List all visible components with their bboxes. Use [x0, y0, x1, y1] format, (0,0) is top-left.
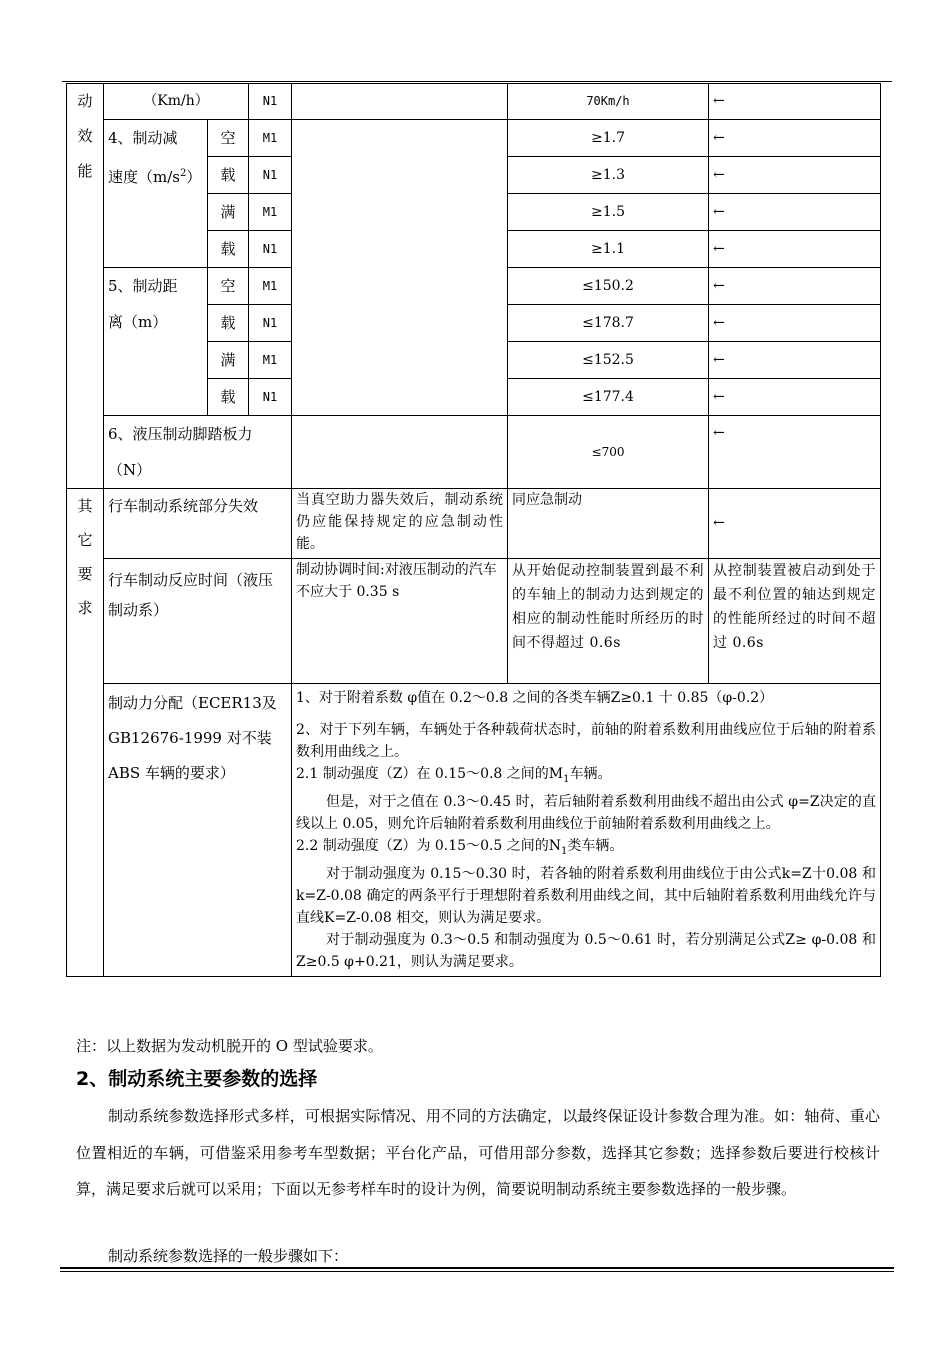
decel-value: ≥1.7: [508, 120, 709, 157]
load-full: 满: [208, 342, 249, 379]
ref-arrow: ←: [709, 379, 881, 416]
table-row: [67, 489, 881, 559]
distribution-text: [292, 684, 881, 977]
pedal-value: ≤700: [508, 416, 709, 489]
section-title: 2、制动系统主要参数的选择: [76, 1068, 318, 1090]
load-empty: 空: [208, 268, 249, 305]
distance-value: ≤178.7: [508, 305, 709, 342]
partial-fail-label: 行车制动系统部分失效: [104, 489, 292, 559]
load-full-2: 载: [208, 231, 249, 268]
partial-fail-desc: 当真空助力器失效后，制动系统仍应能保持规定的应急制动性能。: [292, 489, 508, 559]
pedal-label: 6、液压制动脚踏板力 （N）: [104, 416, 292, 489]
vehicle-type: M1: [249, 342, 292, 379]
distance-label: 5、制动距 离（m）: [104, 268, 208, 416]
vehicle-type: M1: [249, 120, 292, 157]
table-row: [67, 416, 881, 489]
empty-cell: [292, 416, 508, 489]
ref-arrow: ←: [709, 489, 881, 559]
distribution-p6: 对于制动强度为 0.15～0.30 时，若各轴的附着系数利用曲线位于由公式k=Z十0.08 和k=Z-0.08 确定的两条平行于理想附着系数利用曲线之间，其中后轴附着系数利用曲线允许与直线K=Z-0.08 相交，则认为满足要求。: [296, 865, 876, 926]
table-row: [67, 684, 881, 977]
distribution-label: 制动力分配（ECER13及 GB12676-1999 对不装 ABS 车辆的要求）: [104, 684, 292, 977]
distribution-p1: 1、对于附着系数 φ值在 0.2～0.8 之间的各类车辆Z≥0.1 十 0.85（φ-0.2）: [296, 690, 774, 706]
vehicle-type: N1: [249, 379, 292, 416]
table-row: [67, 84, 881, 120]
table-row: [67, 120, 881, 157]
ref-arrow: ←: [709, 157, 881, 194]
decel-value: ≥1.1: [508, 231, 709, 268]
distance-value: ≤152.5: [508, 342, 709, 379]
vehicle-type: M1: [249, 194, 292, 231]
reaction-requirement: 从开始促动控制装置到最不利的车轴上的制动力达到规定的相应的制动性能时所经历的时间不得超过 0.6s: [508, 559, 709, 684]
distance-value: ≤177.4: [508, 379, 709, 416]
vehicle-type: M1: [249, 268, 292, 305]
load-empty: 空: [208, 120, 249, 157]
vehicle-type: N1: [249, 84, 292, 120]
load-empty-2: 载: [208, 305, 249, 342]
ref-arrow: ←: [709, 194, 881, 231]
speed-unit: （Km/h）: [104, 84, 249, 120]
steps-intro: 制动系统参数选择的一般步骤如下：: [108, 1247, 349, 1265]
category-performance: 动 效 能: [67, 84, 104, 489]
load-full: 满: [208, 194, 249, 231]
decel-label: 4、制动减 速度$(m/s^2)$: [104, 120, 208, 268]
bottom-rule: [60, 1267, 894, 1269]
vehicle-type: N1: [249, 157, 292, 194]
brake-spec-table: [66, 83, 881, 977]
empty-cell: [292, 120, 508, 416]
load-full-2: 载: [208, 379, 249, 416]
table-row: [67, 559, 881, 684]
ref-arrow: ←: [709, 120, 881, 157]
table-note: 注：以上数据为发动机脱开的 O 型试验要求。: [76, 1037, 383, 1055]
ref-arrow: ←: [709, 268, 881, 305]
empty-cell: [292, 84, 508, 120]
reaction-desc: 制动协调时间:对液压制动的汽车不应大于 0.35 s: [292, 559, 508, 684]
decel-value: ≥1.3: [508, 157, 709, 194]
speed-value: 70Km/h: [508, 84, 709, 120]
bottom-rule-thin: [60, 1271, 894, 1272]
reaction-label: 行车制动反应时间（液压制动系）: [104, 559, 292, 684]
distribution-p7: 对于制动强度为 0.3～0.5 和制动强度为 0.5～0.61 时，若分别满足公式Z≥ φ-0.08 和Z≥0.5 φ+0.21，则认为满足要求。: [296, 931, 876, 970]
distribution-p2: 2、对于下列车辆，车辆处于各种载荷状态时，前轴的附着系数利用曲线应位于后轴的附着系数利用曲线之上。: [296, 722, 876, 760]
load-empty-2: 载: [208, 157, 249, 194]
vehicle-type: N1: [249, 231, 292, 268]
ref-arrow: ←: [709, 84, 881, 120]
distribution-p5: 2.2 制动强度（Z）为 0.15～0.5 之间的$N_1$类车辆。: [296, 837, 624, 857]
distribution-p4: 但是，对于之值在 0.3～0.45 时，若后轴附着系数利用曲线不超出由公式 φ=Z决定的直线以上 0.05，则允许后轴附着系数利用曲线位于前轴附着系数利用曲线之上。: [296, 793, 876, 832]
decel-value: ≥1.5: [508, 194, 709, 231]
category-other: 其 它 要 求: [67, 489, 104, 977]
ref-arrow: ←: [709, 231, 881, 268]
distribution-p3: 2.1 制动强度（Z）在 0.15～0.8 之间的$M_1$车辆。: [296, 766, 612, 785]
ref-arrow: ←: [709, 342, 881, 379]
distance-value: ≤150.2: [508, 268, 709, 305]
ref-arrow: ←: [709, 305, 881, 342]
reaction-reference: 从控制装置被启动到处于最不利位置的轴达到规定的性能所经过的时间不超过 0.6s: [709, 559, 881, 684]
ref-arrow: ←: [709, 416, 881, 489]
body-paragraph: 制动系统参数选择形式多样，可根据实际情况、用不同的方法确定，以最终保证设计参数合理为准。如：轴荷、重心位置相近的车辆，可借鉴采用参考车型数据；平台化产品，可借用部分参数，选择其它参数；选择参数后要进行校核计算，满足要求后就可以采用；下面以无参考样车时的设计为例，简要说明制动系统主要参数选择的一般步骤。: [76, 1107, 880, 1198]
partial-fail-requirement: 同应急制动: [508, 489, 709, 559]
vehicle-type: N1: [249, 305, 292, 342]
top-rule: [62, 81, 892, 82]
